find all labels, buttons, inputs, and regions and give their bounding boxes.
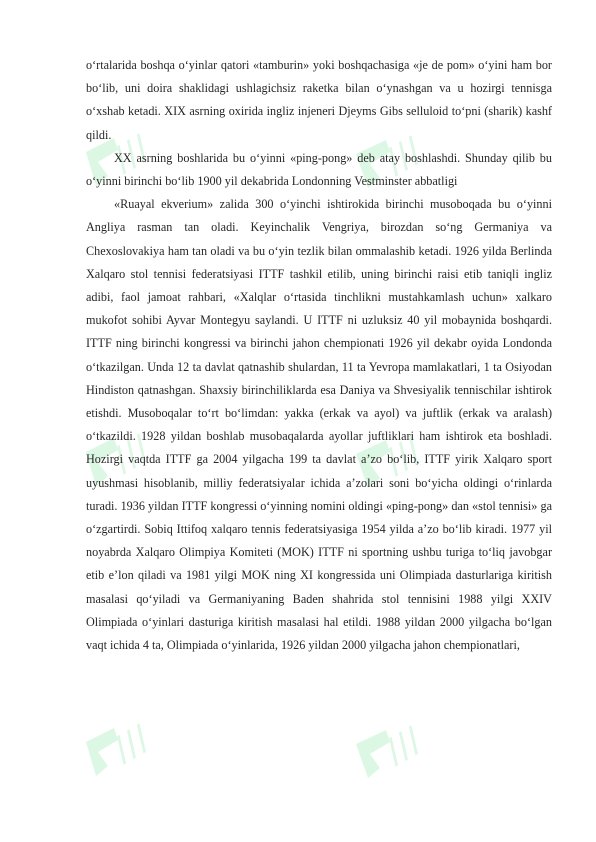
svg-text:///: /// — [378, 719, 429, 772]
svg-text:///: /// — [106, 427, 157, 480]
svg-text:///: /// — [106, 127, 157, 180]
paragraph-2: XX asrning boshlarida bu oʻyinni «ping-pong» deb atay boshlashdi. Shunday qilib bu oʻyinni birinchi boʻlib 1900 yil dekabrida Londonning Vestminster abbatligi — [86, 150, 552, 189]
svg-text:///: /// — [378, 129, 429, 182]
svg-text:///: /// — [106, 717, 157, 770]
body-text — [86, 54, 552, 657]
watermark-mark-bottom-right — [356, 720, 429, 778]
svg-text:///: /// — [378, 429, 429, 482]
watermark-mark-bottom-left — [86, 718, 157, 776]
paragraph-3: «Ruayal ekverium» zalida 300 oʻyinchi ishtirokida birinchi musoboqada bu oʻyinni Angliya rasman tan oladi. Keyinchalik Vengriya, birozdan soʻng Germaniya va Chexoslovakiya ham tan oladi va bu oʻyin tezlik bilan ommalashib ketadi. 1926 yilda Berlinda Xalqaro stol tennisi federatsiyasi ITTF tashkil etilib, uning birinchi raisi etib taniqli ingliz adibi, faol jamoat rahbari, «Xalqlar oʻrtasida tinchlikni mustahkamlash uchun» xalkaro mukofot sohibi Ayvar Montegyu saylandi. U ITTF ni uzluksiz 40 yil mobaynida boshqardi. ITTF ning birinchi kongressi va birinchi jahon chempionati 1926 yil dekabr oyida Londonda oʻtkazilgan. Unda 12 ta davlat qatnashib shulardan, 11 ta Yevropa mamlakatlari, 1 ta Osiyodan Hindiston qatnashgan. Shaxsiy birinchiliklarda esa Daniya va Shvesiyalik tennischilar ishtirok etishdi. Musoboqalar toʻrt boʻlimdan: yakka (erkak va ayol) va juftlik (erkak va aralash) oʻtkazildi. 1928 yildan boshlab musobaqalarda ayollar juftliklari ham ishtirok eta boshladi. Hozirgi vaqtda ITTF ga 2004 yilgacha 199 ta davlat aʼzo boʻlib, ITTF yirik Xalqaro sport uyushmasi hisoblanib, milliy federatsiyalar ichida aʼzolari soni boʻyicha oldingi oʻrinlarda turadi. 1936 yildan ITTF kongressi oʻyinning nomini oldingi «ping-pong» dan «stol tennisi» ga oʻzgartirdi. Sobiq Ittifoq xalqaro tennis federatsiyasiga 1954 yilda aʼzo boʻlib kiradi. 1977 yil noyabrda Xalqaro Olimpiya Komiteti (MOK) ITTF ni sportning ushbu turiga toʻliq javobgar etib eʼlon qiladi va 1981 yilgi MOK ning XI kongressida uni Olimpiada dasturlariga kiritish masalasi qoʻyiladi va Germaniyaning Baden shahrida stol tennisini 1988 yilgi XXIV Olimpiada oʻyinlari dasturiga kiritish masalasi hal etildi. 1988 yildan 2000 yilgacha boʻlgan vaqt ichida 4 ta, Olimpiada oʻyinlarida, 1926 yildan 2000 yilgacha jahon chempionatlari, — [86, 197, 552, 653]
paragraph-1: oʻrtalarida boshqa oʻyinlar qatori «tamburin» yoki boshqachasiga «je de pom» oʻyini ham bor boʻlib, uni doira shaklidagi ushlagichsiz raketka bilan oʻynashgan va u hozirgi tennisga oʻxshab ketadi. XIX asrning oxirida ingliz injeneri Djeyms Gibs selluloid toʻpni (sharik) kashf qildi. — [86, 58, 552, 142]
